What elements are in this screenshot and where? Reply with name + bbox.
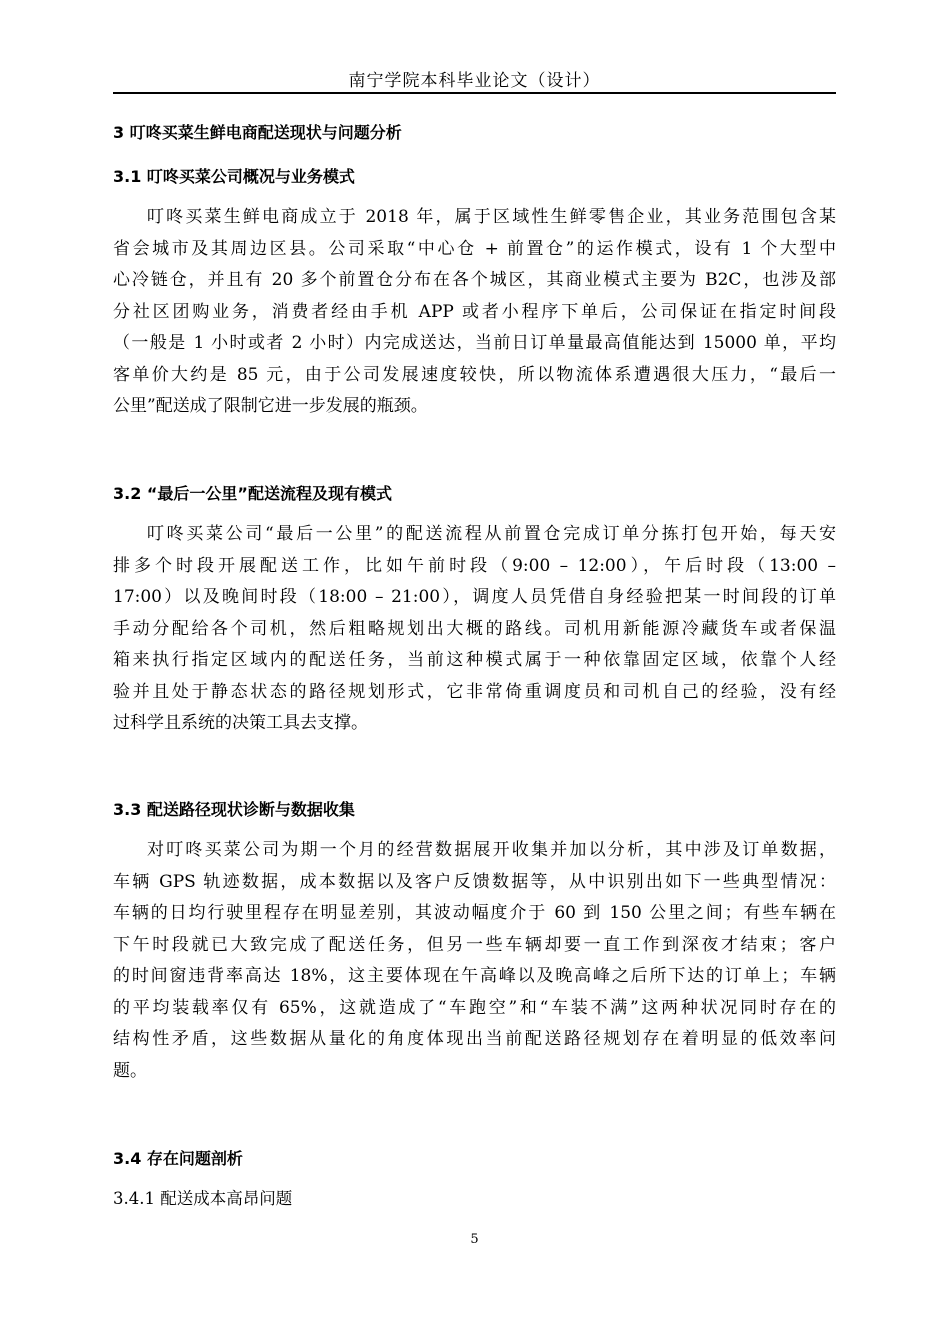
paragraph-line: 的平均装载率仅有 65%，这就造成了“车跑空”和“车装不满”这两种状况同时存在的 <box>113 997 836 1018</box>
paragraph-line: 17:00）以及晚间时段（18:00 – 21:00），调度人员凭借自身经验把某一时间段的订单 <box>113 587 836 607</box>
paragraph-line: 叮咚买菜生鲜电商成立于 2018 年，属于区域性生鲜零售企业，其业务范围包含某 <box>147 207 836 227</box>
section-3-1-heading: 3.1 叮咚买菜公司概况与业务模式 <box>113 167 355 186</box>
section-3-3-paragraph <box>113 835 836 1087</box>
paragraph-line: 手动分配给各个司机，然后粗略规划出大概的路线。司机用新能源冷藏货车或者保温 <box>113 618 836 639</box>
page-number: 5 <box>470 1232 479 1247</box>
paragraph-line: 客单价大约是 85 元，由于公司发展速度较快，所以物流体系遭遇很大压力，“最后一 <box>113 364 836 385</box>
paragraph-line: 的时间窗违背率高达 18%，这主要体现在午高峰以及晚高峰之后所下达的订单上；车辆 <box>113 966 836 986</box>
section-3-2-heading: 3.2 “最后一公里”配送流程及现有模式 <box>113 484 392 503</box>
paragraph-line: 心冷链仓，并且有 20 多个前置仓分布在各个城区，其商业模式主要为 B2C，也涉及部 <box>113 270 836 290</box>
header-rule <box>113 92 836 94</box>
paragraph-line: 箱来执行指定区域内的配送任务，当前这种模式属于一种依靠固定区域，依靠个人经 <box>113 650 836 670</box>
paragraph-line: 验并且处于静态状态的路径规划形式，它非常倚重调度员和司机自己的经验，没有经 <box>113 681 836 702</box>
paragraph-line: 过科学且系统的决策工具去支撑。 <box>113 713 368 733</box>
paragraph-line: 排多个时段开展配送工作，比如午前时段（9:00 – 12:00），午后时段（13:00 – <box>113 555 836 576</box>
page-header-title: 南宁学院本科毕业论文（设计） <box>348 71 601 91</box>
paragraph-line: 分社区团购业务，消费者经由手机 APP 或者小程序下单后，公司保证在指定时间段 <box>113 301 836 322</box>
paragraph-line: 公里”配送成了限制它进一步发展的瓶颈。 <box>113 396 428 416</box>
paragraph-line: 对叮咚买菜公司为期一个月的经营数据展开收集并加以分析，其中涉及订单数据， <box>147 840 836 860</box>
section-3-1-paragraph <box>113 202 836 423</box>
section-3-4-1-heading: 3.4.1 配送成本高昂问题 <box>113 1189 293 1208</box>
paragraph-line: 结构性矛盾，这些数据从量化的角度体现出当前配送路径规划存在着明显的低效率问 <box>113 1029 836 1049</box>
paragraph-line: 题。 <box>113 1060 147 1081</box>
paragraph-line: 车辆的日均行驶里程存在明显差别，其波动幅度介于 60 到 150 公里之间；有些车辆在 <box>113 903 836 923</box>
paragraph-line: （一般是 1 小时或者 2 小时）内完成送达，当前日订单量最高值能达到 15000 单，平均 <box>113 333 836 353</box>
paragraph-line: 叮咚买菜公司“最后一公里”的配送流程从前置仓完成订单分拣打包开始，每天安 <box>147 524 836 544</box>
section-3-4-heading: 3.4 存在问题剖析 <box>113 1149 243 1168</box>
paragraph-line: 下午时段就已大致完成了配送任务，但另一些车辆却要一直工作到深夜才结束；客户 <box>113 934 836 955</box>
section-3-3-heading: 3.3 配送路径现状诊断与数据收集 <box>113 800 355 819</box>
paragraph-line: 省会城市及其周边区县。公司采取“中心仓 + 前置仓”的运作模式，设有 1 个大型中 <box>113 238 836 259</box>
section-3-2-paragraph <box>113 519 836 740</box>
paragraph-line: 车辆 GPS 轨迹数据，成本数据以及客户反馈数据等，从中识别出如下一些典型情况： <box>113 871 836 892</box>
section-3-heading: 3 叮咚买菜生鲜电商配送现状与问题分析 <box>113 123 402 142</box>
